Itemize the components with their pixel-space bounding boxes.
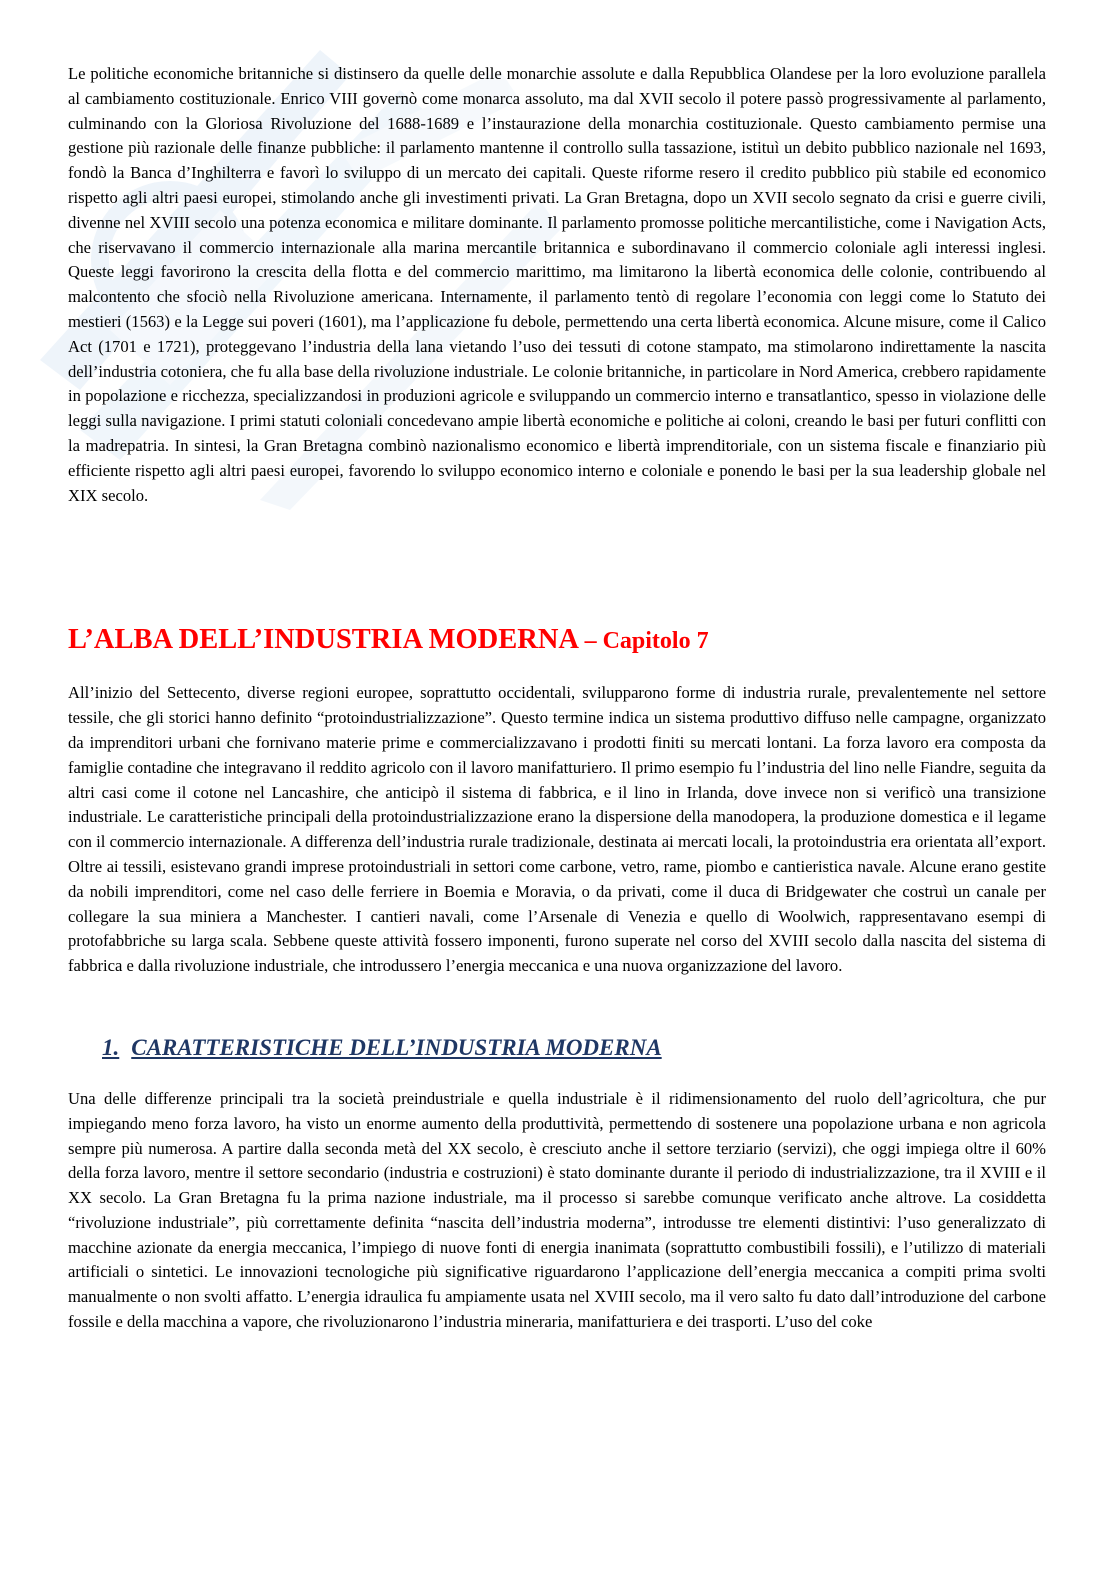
- paragraph-protoindustrialization: All’inizio del Settecento, diverse regioni europee, soprattutto occidentali, svilupparono forme di industria rurale, prevalentemente nel settore tessile, che gli storici hanno definito “protoindustrializzazione”. Questo termine indica un sistema produttivo diffuso nelle campagne, organizzato da imprenditori urbani che fornivano materie prime e commercializzavano i prodotti finiti su mercati lontani. La forza lavoro era composta da famiglie contadine che integravano il reddito agricolo con il lavoro manifatturiero. Il primo esempio fu l’industria del lino nelle Fiandre, seguita da altri casi come il cotone nel Lancashire, che anticipò il sistema di fabbrica, e il lino in Irlanda, dove invece non si verificò una transizione industriale. Le caratteristiche principali della protoindustrializzazione erano la dispersione della manodopera, la produzione domestica e il legame con il commercio internazionale. A differenza dell’industria rurale tradizionale, destinata ai mercati locali, la protoindustria era orientata all’export. Oltre ai tessili, esistevano grandi imprese protoindustriali in settori come carbone, vetro, rame, piombo e cantieristica navale. Alcune erano gestite da nobili imprenditori, come nel caso delle ferriere in Boemia e Moravia, o da privati, come il duca di Bridgewater che costruì un canale per collegare la sua miniera a Manchester. I cantieri navali, come l’Arsenale di Venezia e quello di Woolwich, rappresentavano esempi di protofabbriche su larga scala. Sebbene queste attività fossero imponenti, furono superate nel corso del XVIII secolo dalla nascita del sistema di fabbrica e dalla rivoluzione industriale, che introdussero l’energia meccanica e una nuova organizzazione del lavoro.: [68, 683, 1046, 976]
- chapter-heading: [68, 622, 1046, 659]
- chapter-title-main: L’ALBA DELL’INDUSTRIA MODERNA: [68, 624, 578, 656]
- section-number: 1.: [102, 1034, 120, 1060]
- section-title: CARATTERISTICHE DELL’INDUSTRIA MODERNA: [131, 1034, 662, 1060]
- chapter-title-sub: – Capitolo 7: [584, 628, 709, 655]
- paragraph-modern-industry-characteristics: Una delle differenze principali tra la società preindustriale e quella industriale è il ridimensionamento del ruolo dell’agricoltura, che pur impiegando meno forza lavoro, ha visto un enorme aumento della produttività, permettendo di sostenere una popolazione urbana e non agricola sempre più numerosa. A partire dalla seconda metà del XX secolo, è cresciuto anche il settore terziario (servizi), che oggi impiega oltre il 60% della forza lavoro, mentre il settore secondario (industria e costruzioni) è stato dominante durante il periodo di industrializzazione, tra il XVIII e il XX secolo. La Gran Bretagna fu la prima nazione industriale, ma il processo si sarebbe comunque verificato anche altrove. La cosiddetta “rivoluzione industriale”, più correttamente definita “nascita dell’industria moderna”, introdusse tre elementi distintivi: l’uso generalizzato di macchine azionate da energia meccanica, l’impiego di nuove fonti di energia inanimata (soprattutto combustibili fossili), e l’utilizzo di materiali artificiali o sintetici. Le innovazioni tecnologiche più significative riguardarono l’applicazione dell’energia meccanica a compiti prima svolti manualmente o non svolti affatto. L’energia idraulica fu ampiamente usata nel XVIII secolo, ma il vero salto fu dato dall’introduzione del carbone fossile e della macchina a vapore, che rivoluzionarono l’industria mineraria, manifatturiera e dei trasporti. L’uso del coke: [68, 1088, 1046, 1332]
- document-body: [68, 62, 1046, 1335]
- paragraph-british-economic-policies: Le politiche economiche britanniche si distinsero da quelle delle monarchie assolute e dalla Repubblica Olandese per la loro evoluzione parallela al cambiamento costituzionale. Enrico VIII governò come monarca assoluto, ma dal XVII secolo il potere passò progressivamente al parlamento, culminando con la Gloriosa Rivoluzione del 1688-1689 e l’instaurazione della monarchia costituzionale. Questo cambiamento permise una gestione più razionale delle finanze pubbliche: il parlamento mantenne il controllo sulla tassazione, istituì un debito pubblico nazionale nel 1693, fondò la Banca d’Inghilterra e favorì lo sviluppo di un mercato dei capitali. Queste riforme resero il credito pubblico più stabile ed economico rispetto agli altri paesi europei, stimolando anche gli investimenti privati. La Gran Bretagna, dopo un XVII secolo segnato da crisi e guerre civili, divenne nel XVIII secolo una potenza economica e militare dominante. Il parlamento promosse politiche mercantilistiche, come i Navigation Acts, che riservavano il commercio internazionale alla marina mercantile britannica e subordinavano il commercio coloniale agli interessi inglesi. Queste leggi favorirono la crescita della flotta e del commercio marittimo, ma limitarono la libertà economica delle colonie, contribuendo al malcontento che sfociò nella Rivoluzione americana. Internamente, il parlamento tentò di regolare l’economia con leggi come lo Statuto dei mestieri (1563) e la Legge sui poveri (1601), ma l’applicazione fu debole, permettendo una certa libertà economica. Alcune misure, come il Calico Act (1701 e 1721), proteggevano l’industria della lana vietando l’uso dei tessuti di cotone stampato, ma stimolarono indirettamente la nascita dell’industria cotoniera, che fu alla base della rivoluzione industriale. Le colonie britanniche, in particolare in Nord America, crebbero rapidamente in popolazione e ricchezza, specializzandosi in produzioni agricole e sviluppando un commercio interno e transatlantico, spesso in violazione delle leggi sulla navigazione. I primi statuti coloniali concedevano ampie libertà economiche e politiche ai coloni, creando le basi per futuri conflitti con la madrepatria. In sintesi, la Gran Bretagna combinò nazionalismo economico e libertà imprenditoriale, con un sistema fiscale e finanziario più efficiente rispetto agli altri paesi europei, favorendo lo sviluppo economico interno e coloniale e ponendo le basi per la sua leadership globale nel XIX secolo.: [68, 64, 1046, 505]
- section-heading: [102, 1033, 1046, 1063]
